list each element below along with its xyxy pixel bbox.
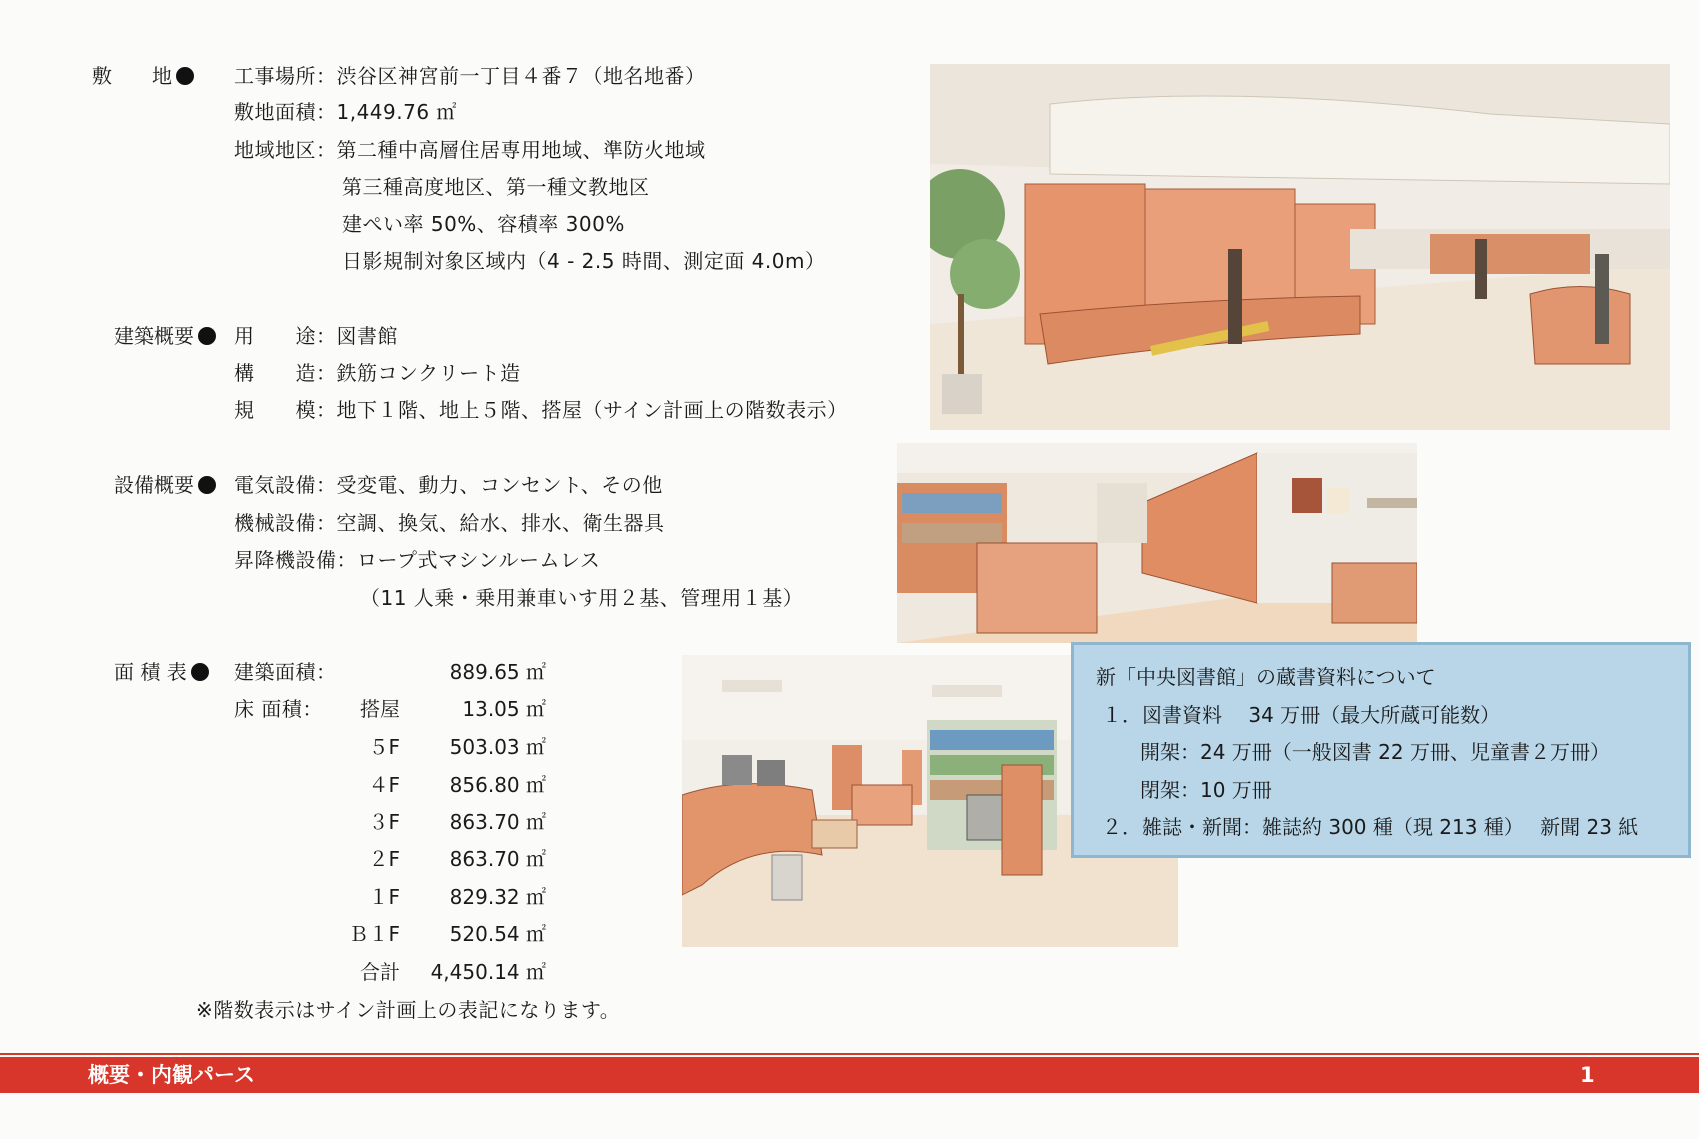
site-row-5: 建ぺい率 50%、容積率 300% (342, 212, 625, 236)
site-row-3: 地域地区：第二種中高層住居専用地域、準防火地域 (234, 138, 706, 162)
footer-title: 概要・内観パース (88, 1063, 255, 1087)
building-row-3: 規 模：地下１階、地上５階、搭屋（サイン計画上の階数表示） (234, 398, 848, 422)
equipment-row-1: 電気設備：受変電、動力、コンセント、その他 (234, 473, 663, 497)
building-heading-text: 建築概要 (114, 324, 194, 348)
site-row-2: 敷地面積：1,449.76 ㎡ (234, 100, 457, 124)
bullet-icon (198, 327, 216, 345)
floor-value: 863.70 ㎡ (449, 810, 546, 834)
area-note: ※階数表示はサイン計画上の表記になります。 (196, 998, 621, 1022)
building-row-1: 用 途：図書館 (234, 324, 398, 348)
floor-value: 13.05 ㎡ (462, 697, 546, 721)
floor-value: 856.80 ㎡ (449, 773, 546, 797)
building-area-value: 889.65 ㎡ (449, 660, 546, 684)
floor-value: 503.03 ㎡ (449, 735, 546, 759)
building-heading (114, 324, 216, 348)
equipment-heading (114, 473, 216, 497)
footer-bar (0, 1057, 1699, 1093)
info-box-line: ２．雑誌・新聞：雑誌約 300 種（現 213 種） 新聞 23 紙 (1102, 815, 1639, 839)
site-row-4: 第三種高度地区、第一種文教地区 (342, 175, 650, 199)
area-heading-text: 面 積 表 (114, 660, 187, 684)
equipment-row-4: （11 人乗・乗用兼車いす用２基、管理用１基） (360, 586, 804, 610)
equipment-heading-text: 設備概要 (114, 473, 194, 497)
floor-total-value: 4,450.14 ㎡ (430, 960, 546, 984)
area-heading (114, 660, 209, 684)
floor-label: １F (368, 885, 400, 909)
building-row-2: 構 造：鉄筋コンクリート造 (234, 361, 521, 385)
floor-area-label: 床 面積： (234, 697, 323, 721)
equipment-row-2: 機械設備：空調、換気、給水、排水、衛生器具 (234, 511, 665, 535)
equipment-row-3: 昇降機設備：ロープ式マシンルームレス (234, 548, 601, 572)
floor-value: 520.54 ㎡ (449, 922, 546, 946)
page-number: 1 (1580, 1063, 1595, 1087)
site-row-1: 工事場所：渋谷区神宮前一丁目４番７（地名地番） (234, 64, 706, 88)
footer-rule (0, 1053, 1699, 1055)
floor-label: 搭屋 (360, 697, 400, 721)
floor-label: ３F (368, 810, 400, 834)
floor-value: 829.32 ㎡ (449, 885, 546, 909)
floor-value: 863.70 ㎡ (449, 847, 546, 871)
info-box-line: 開架：24 万冊（一般図書 22 万冊、児童書２万冊） (1140, 740, 1610, 764)
info-box-line: １．図書資料 34 万冊（最大所蔵可能数） (1102, 703, 1501, 727)
bullet-icon (176, 67, 194, 85)
site-row-6: 日影規制対象区域内（4 - 2.5 時間、測定面 4.0m） (342, 249, 826, 273)
info-box-title: 新「中央図書館」の蔵書資料について (1096, 665, 1436, 689)
collection-info-box (1071, 642, 1691, 858)
floor-label: ４F (368, 773, 400, 797)
bullet-icon (191, 663, 209, 681)
site-heading (92, 64, 194, 88)
info-box-line: 閉架：10 万冊 (1140, 778, 1272, 802)
floor-label: ２F (368, 847, 400, 871)
interior-rendering-counter (930, 64, 1670, 430)
building-area-label: 建築面積： (234, 660, 337, 684)
floor-total-label: 合計 (360, 960, 400, 984)
bullet-icon (198, 476, 216, 494)
floor-label: Ｂ１F (348, 922, 400, 946)
floor-label: ５F (368, 735, 400, 759)
site-heading-text: 敷 地 (92, 64, 172, 88)
interior-rendering-stacks (897, 443, 1417, 643)
